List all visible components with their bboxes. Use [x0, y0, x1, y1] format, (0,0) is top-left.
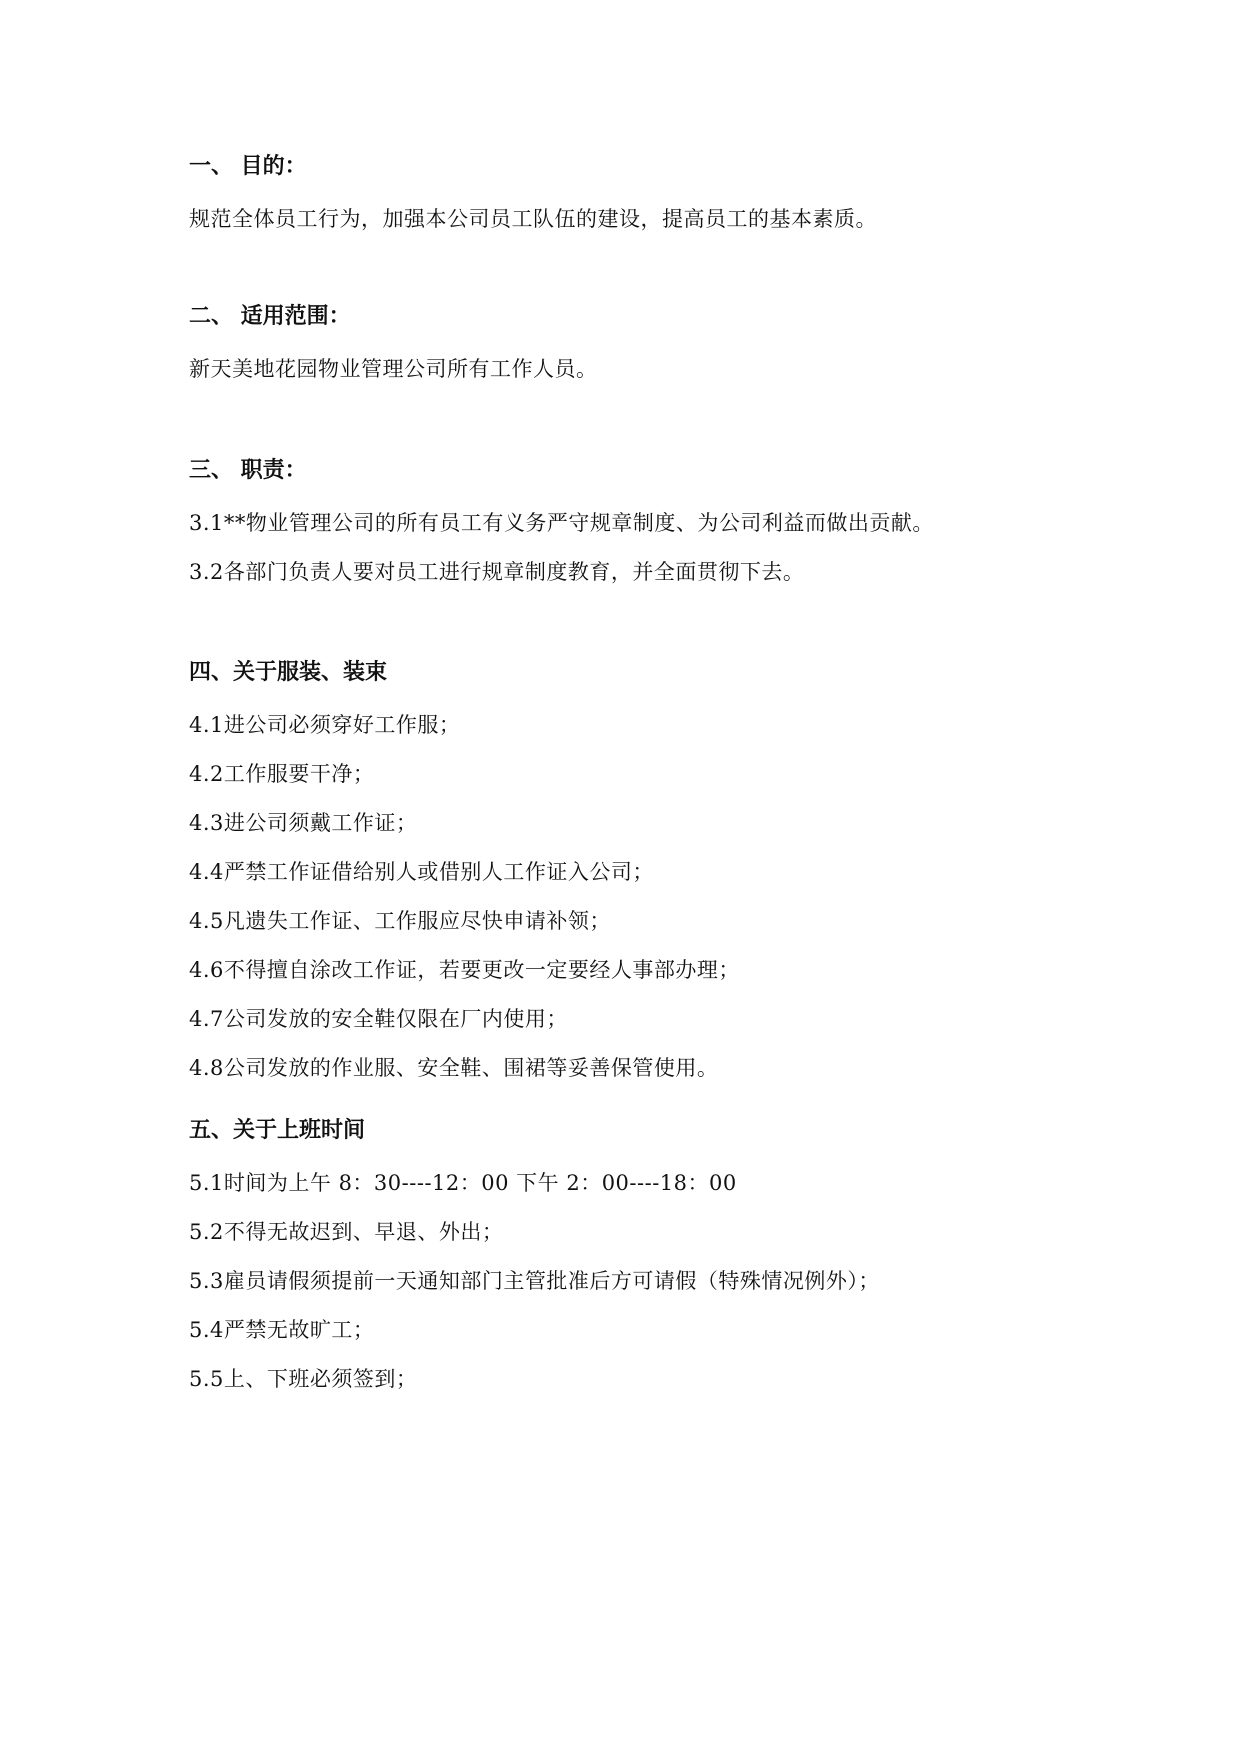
section-line: 5.3雇员请假须提前一天通知部门主管批准后方可请假（特殊情况例外）；	[189, 1269, 880, 1293]
section-line: 规范全体员工行为，加强本公司员工队伍的建设，提高员工的基本素质。	[189, 207, 877, 231]
section-heading: 三、 职责：	[189, 458, 307, 483]
section-line: 新天美地花园物业管理公司所有工作人员。	[189, 357, 598, 381]
section-attire	[189, 658, 1089, 1083]
section-heading: 四、关于服装、装束	[189, 660, 388, 685]
section-line: 5.5上、下班必须签到；	[189, 1367, 418, 1391]
section-line: 4.4严禁工作证借给别人或借别人工作证入公司；	[189, 860, 654, 884]
section-line: 5.4严禁无故旷工；	[189, 1318, 375, 1342]
section-line: 4.3进公司须戴工作证；	[189, 811, 418, 835]
section-responsibilities	[189, 456, 1089, 587]
section-heading: 五、关于上班时间	[189, 1118, 366, 1143]
section-purpose	[189, 152, 1089, 234]
section-line: 5.1时间为上午 8：30----12：00 下午 2：00----18：00	[189, 1171, 737, 1195]
section-line: 4.2工作服要干净；	[189, 762, 375, 786]
section-line: 4.1进公司必须穿好工作服；	[189, 713, 461, 737]
section-line: 3.1**物业管理公司的所有员工有义务严守规章制度、为公司利益而做出贡献。	[189, 511, 934, 535]
section-line: 4.6不得擅自涂改工作证，若要更改一定要经人事部办理；	[189, 958, 740, 982]
section-scope	[189, 302, 1089, 384]
section-heading: 二、 适用范围：	[189, 304, 351, 329]
section-line: 3.2各部门负责人要对员工进行规章制度教育，并全面贯彻下去。	[189, 560, 805, 584]
section-line: 4.7公司发放的安全鞋仅限在厂内使用；	[189, 1007, 568, 1031]
section-line: 4.8公司发放的作业服、安全鞋、围裙等妥善保管使用。	[189, 1056, 719, 1080]
section-working-hours	[189, 1116, 1089, 1394]
section-line: 4.5凡遗失工作证、工作服应尽快申请补领；	[189, 909, 611, 933]
section-heading: 一、 目的：	[189, 154, 307, 179]
section-line: 5.2不得无故迟到、早退、外出；	[189, 1220, 504, 1244]
